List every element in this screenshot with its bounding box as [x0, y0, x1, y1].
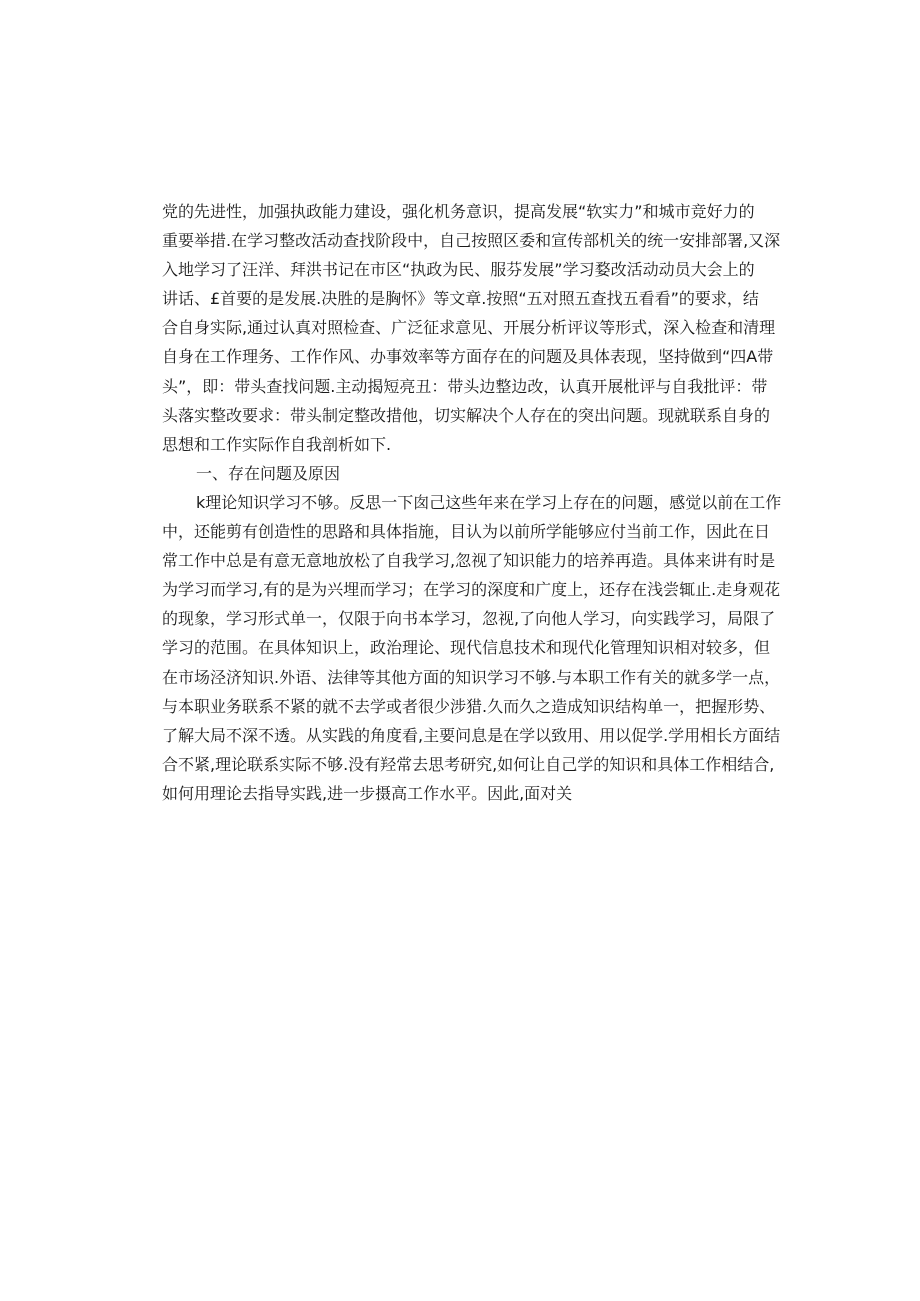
- document-body: [162, 197, 782, 808]
- paragraph-line: 头落实整改要求：带头制定整改措他，切实解决个人存在的突出问题。现就联系自身的: [162, 405, 771, 425]
- paragraph-line: 讲话、£首要的是发展.决胜的是胸怀》等文章.按照“五对照五查找五看看”的要求，结: [162, 289, 759, 309]
- paragraph-line: 党的先进性，加强执政能力建设，强化机务意识，提高发展“软实力”和城市竞好力的: [162, 202, 755, 221]
- paragraph-line: 学习的范围。在具体知识上，政治理论、现代信息技术和现代化管理知识相对较多，但: [162, 638, 771, 658]
- paragraph-line: 与本职业务联系不紧的就不去学或者很少涉猎.久而久之造成知识结构单一，把握形势、: [162, 696, 776, 716]
- paragraph-line: 重要举措.在学习整改活动查找阶段中，自己按照区委和宣传部机关的统一安排部署,又深: [162, 231, 781, 251]
- paragraph-line: 自身在工作理务、工作作风、办事效率等方面存在的问题及具体表现，坚持做到“四A带: [162, 347, 774, 367]
- paragraph-line: 入地学习了汪洋、拜洪书记在市区“执政为民、服芬发展”学习婺改活动动员大会上的: [162, 260, 755, 280]
- paragraph-line: k理论知识学习不够。反思一下囱己这些年来在学习上存在的问题，感觉以前在工作: [196, 492, 782, 512]
- paragraph-line: 了解大局不深不透。从实践的角度看,主要问息是在学以致用、用以促学.学用相长方面结: [162, 725, 781, 745]
- paragraph-line: 合自身实际,通过认真对照检查、广泛征求意见、开展分析评议等形式，深入检查和清理: [162, 318, 776, 338]
- section-heading: 一、存在问题及原因: [196, 463, 341, 483]
- paragraph-line: 为学习而学习,有的是为兴埋而学习；在学习的深度和广度上，还存在浅尝辄止.走身观花: [162, 580, 781, 600]
- paragraph-line: 如何用理论去指导实践,进一步摄高工作水平。因此,面对关: [162, 783, 573, 803]
- paragraph-line: 的现象，学习形式单一，仅限于向书本学习，忽视,了向他人学习，向实践学习，局限了: [162, 609, 776, 629]
- paragraph-line: 在市场泾济知识.外语、法律等其他方面的知识学习不够.与本职工作有关的就多学一点，: [162, 667, 781, 687]
- paragraph-line: 头”，即：带头查找问题.主动揭短亮丑：带头边整边改，认真开展枇评与自我批评：带: [162, 376, 768, 396]
- paragraph-line: 思想和工作实际作自我剖析如下.: [162, 434, 392, 454]
- paragraph-line: 常工作中总是有意无意地放松了自我学习,忽视了知识能力的培养再造。具体来讲有时是: [162, 551, 776, 571]
- paragraph-line: 中，还能剪有创造性的思路和具体指施，目认为以前所学能够应付当前工作，因此在日: [162, 522, 771, 542]
- paragraph-line: 合不紧,理论联系实际不够.没有羟常去思考研究,如何让自己学的知识和具体工作相结合,: [162, 754, 775, 774]
